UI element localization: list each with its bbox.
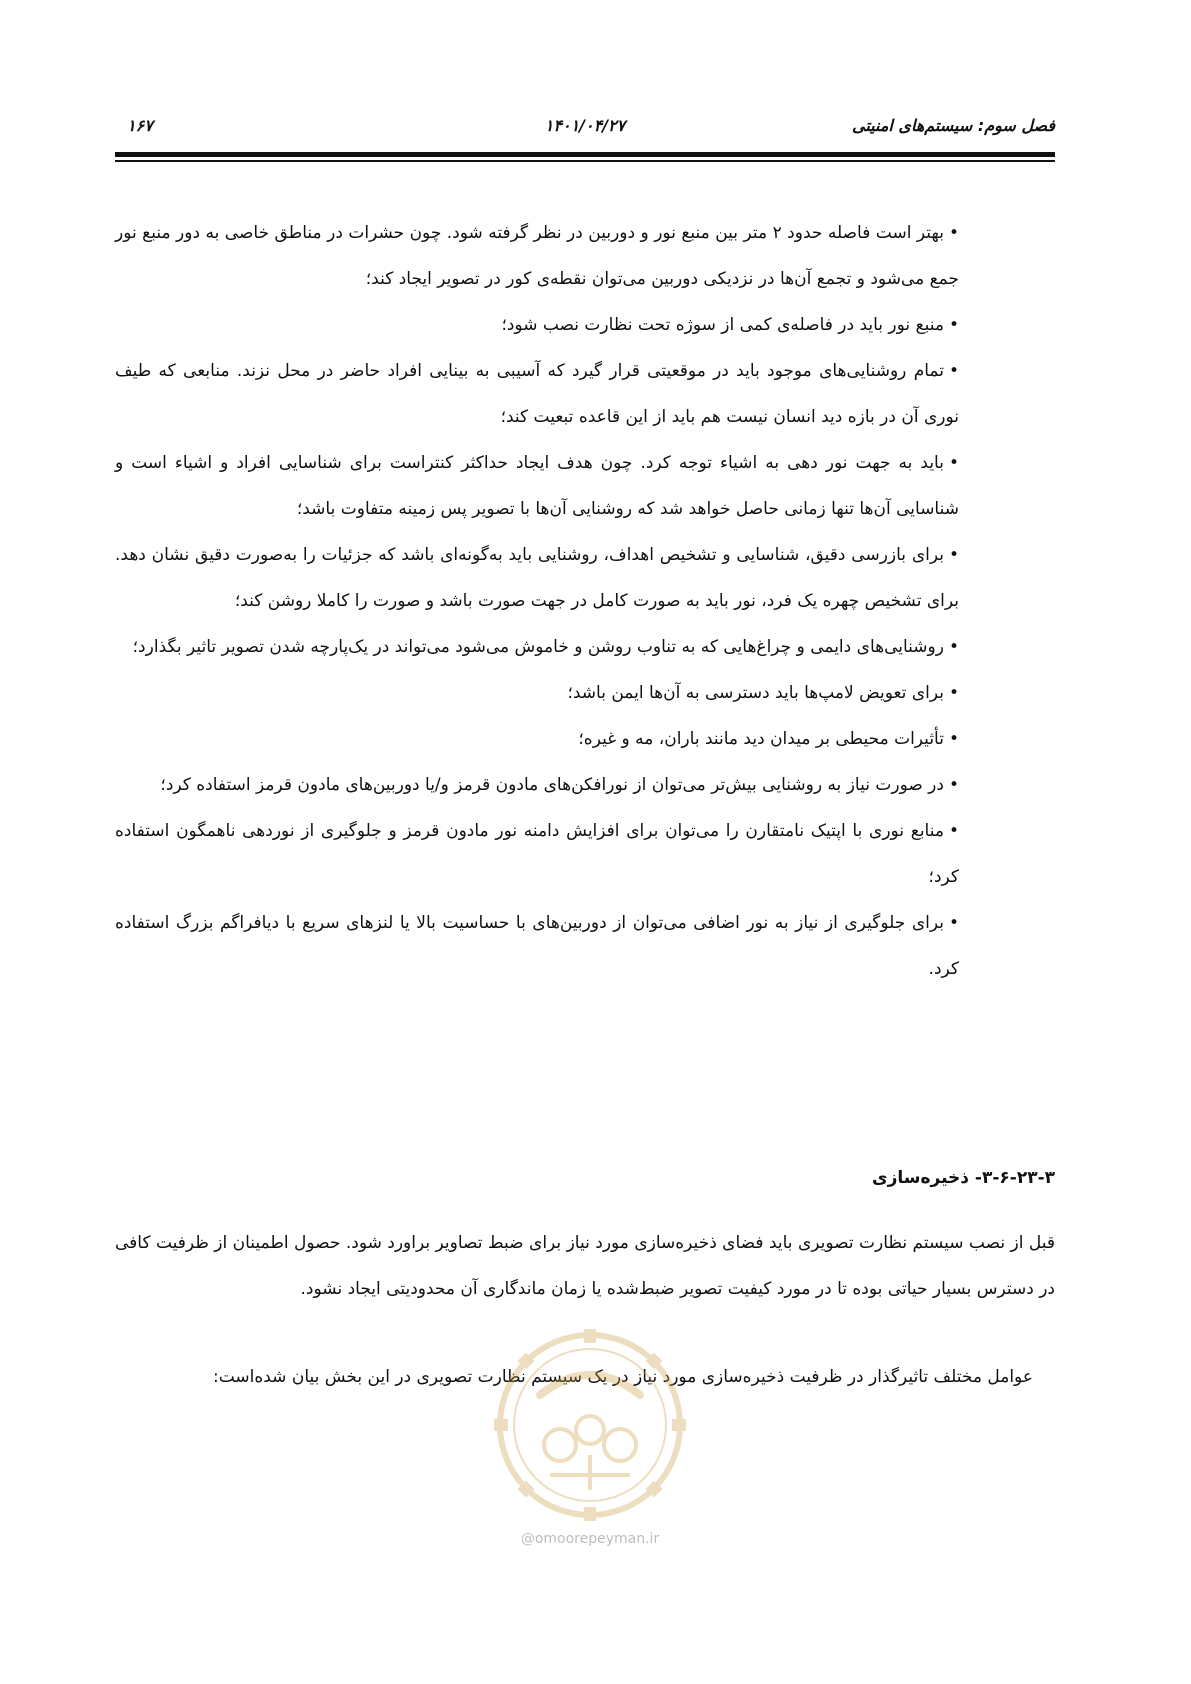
chapter-title: فصل سوم: سیستم‌های امنیتی <box>852 116 1055 135</box>
header-rule-thin <box>115 160 1055 162</box>
page-number: ۱۶۷ <box>127 116 153 135</box>
watermark-logo <box>480 1325 700 1555</box>
bullet-text: بهتر است فاصله حدود ۲ متر بین منبع نور و دوربین در نظر گرفته شود. چون حشرات در مناطق خاصی به دور منبع نور جمع می‌شود و تجمع آن‌ها در نزدیکی دوربین می‌توان نقطه‌ی کور در تصویر ایجاد کند؛ <box>115 223 959 289</box>
header-rule-thick <box>115 152 1055 157</box>
bullet-text: در صورت نیاز به روشنایی بیش‌تر می‌توان از نورافکن‌های مادون قرمز و/یا دوربین‌های مادون قرمز استفاده کرد؛ <box>160 775 944 795</box>
bullet-item: •تأثیرات محیطی بر میدان دید مانند باران، مه و غیره؛ <box>578 729 959 749</box>
bullet-item: •بهتر است فاصله حدود ۲ متر بین منبع نور و دوربین در نظر گرفته شود. چون حشرات در مناطق خاصی به دور منبع نور جمع می‌شود و تجمع آن‌ها در نزدیکی دوربین می‌توان نقطه‌ی کور در تصویر ایجاد کند؛ <box>115 223 959 289</box>
bullet-item: •منابع نوری با اپتیک نامتقارن را می‌توان برای افزایش دامنه نور مادون قرمز و جلوگیری از نوردهی ناهمگون استفاده کرد؛ <box>115 821 959 887</box>
bullet-text: برای جلوگیری از نیاز به نور اضافی می‌توان از دوربین‌های با حساسیت بالا یا لنزهای سریع با دیافراگم بزرگ استفاده کرد. <box>115 913 959 979</box>
bullet-text: روشنایی‌های دایمی و چراغ‌هایی که به تناوب روشن و خاموش می‌شود می‌تواند در یک‌پارچه شدن تصویر تاثیر بگذارد؛ <box>132 637 944 657</box>
bullet-item: •روشنایی‌های دایمی و چراغ‌هایی که به تناوب روشن و خاموش می‌شود می‌تواند در یک‌پارچه شدن تصویر تاثیر بگذارد؛ <box>132 637 959 657</box>
bullet-item: •برای جلوگیری از نیاز به نور اضافی می‌توان از دوربین‌های با حساسیت بالا یا لنزهای سریع با دیافراگم بزرگ استفاده کرد. <box>115 913 959 979</box>
bullet-item: •باید به جهت نور دهی به اشیاء توجه کرد. چون هدف ایجاد حداکثر کنتراست برای شناسایی افراد و اشیاء است و شناسایی آن‌ها تنها زمانی حاصل خواهد شد که روشنایی آن‌ها با تصویر پس زمینه متفاوت باشد؛ <box>115 453 959 519</box>
bullet-text: برای بازرسی دقیق، شناسایی و تشخیص اهداف، روشنایی باید به‌گونه‌ای باشد که جزئیات را به‌صورت دقیق نشان دهد. برای تشخیص چهره یک فرد، نور باید به صورت کامل در جهت صورت باشد و صورت را کاملا روشن کند؛ <box>115 545 959 611</box>
bullet-list <box>115 210 959 992</box>
header-date: ۱۴۰۱/۰۴/۲۷ <box>544 116 626 135</box>
bullet-text: برای تعویض لامپ‌ها باید دسترسی به آن‌ها ایمن باشد؛ <box>567 683 944 703</box>
bullet-text: تأثیرات محیطی بر میدان دید مانند باران، مه و غیره؛ <box>578 729 944 749</box>
section-paragraph: عوامل مختلف تاثیرگذار در ظرفیت ذخیره‌سازی مورد نیاز در یک سیستم نظارت تصویری در این بخش بیان شده‌است: <box>212 1367 1033 1387</box>
bullet-text: منبع نور باید در فاصله‌ی کمی از سوژه تحت نظارت نصب شود؛ <box>501 315 944 335</box>
bullet-item: •منبع نور باید در فاصله‌ی کمی از سوژه تحت نظارت نصب شود؛ <box>501 315 959 335</box>
bullet-item: •تمام روشنایی‌های موجود باید در موقعیتی قرار گیرد که آسیبی به بینایی افراد حاضر در محل نزند. منابعی که طیف نوری آن در بازه دید انسان نیست هم باید از این قاعده تبعیت کند؛ <box>115 361 959 427</box>
bullet-text: باید به جهت نور دهی به اشیاء توجه کرد. چون هدف ایجاد حداکثر کنتراست برای شناسایی افراد و اشیاء است و شناسایی آن‌ها تنها زمانی حاصل خواهد شد که روشنایی آن‌ها با تصویر پس زمینه متفاوت باشد؛ <box>115 453 959 519</box>
bullet-item: •برای تعویض لامپ‌ها باید دسترسی به آن‌ها ایمن باشد؛ <box>567 683 959 703</box>
bullet-text: منابع نوری با اپتیک نامتقارن را می‌توان برای افزایش دامنه نور مادون قرمز و جلوگیری از نوردهی ناهمگون استفاده کرد؛ <box>115 821 959 887</box>
page-header <box>115 112 1055 142</box>
bullet-item: •برای بازرسی دقیق، شناسایی و تشخیص اهداف، روشنایی باید به‌گونه‌ای باشد که جزئیات را به‌صورت دقیق نشان دهد. برای تشخیص چهره یک فرد، نور باید به صورت کامل در جهت صورت باشد و صورت را کاملا روشن کند؛ <box>115 545 959 611</box>
bullet-text: تمام روشنایی‌های موجود باید در موقعیتی قرار گیرد که آسیبی به بینایی افراد حاضر در محل نزند. منابعی که طیف نوری آن در بازه دید انسان نیست هم باید از این قاعده تبعیت کند؛ <box>115 361 959 427</box>
bullet-item: •در صورت نیاز به روشنایی بیش‌تر می‌توان از نورافکن‌های مادون قرمز و/یا دوربین‌های مادون قرمز استفاده کرد؛ <box>160 775 959 795</box>
watermark-seal-icon <box>480 1325 700 1530</box>
watermark-caption: @omoorepeyman.ir <box>520 1531 660 1547</box>
section-heading: ۳-۶-۲۳-۳- ذخیره‌سازی <box>871 1168 1055 1188</box>
section-paragraph: قبل از نصب سیستم نظارت تصویری باید فضای ذخیره‌سازی مورد نیاز برای ضبط تصاویر براورد شود. حصول اطمینان از ظرفیت کافی در دسترس بسیار حیاتی بوده تا در مورد کیفیت تصویر ضبط‌شده یا زمان ماندگاری آن محدودیتی ایجاد نشود. <box>115 1233 1055 1299</box>
